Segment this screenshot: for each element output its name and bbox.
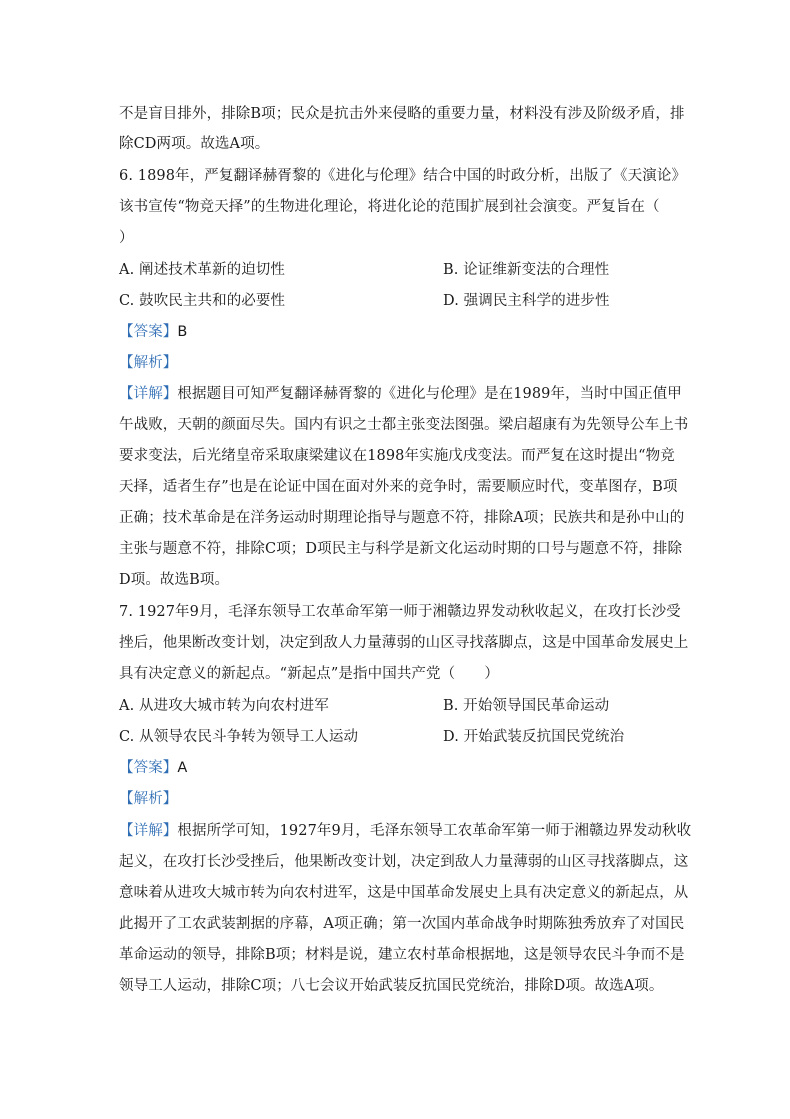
question-7-detail: 革命运动的领导，排除B项；材料是说，建立农村革命根据地，这是领导农民斗争而不是 — [119, 947, 685, 963]
question-6-answer — [119, 322, 187, 342]
question-7-detail — [119, 821, 691, 841]
question-7-option-b: B. 开始领导国民革命运动 — [443, 698, 610, 714]
detail-text: 根据所学可知，1927年9月，毛泽东领导工农革命军第一师于湘赣边界发动秋收 — [177, 823, 692, 839]
question-6-option-a: A. 阐述技术革新的迫切性 — [119, 262, 285, 278]
question-6-detail: 主张与题意不符，排除C项；D项民主与科学是新文化运动时期的口号与题意不符，排除 — [119, 541, 683, 557]
answer-value: A — [177, 760, 188, 776]
question-7-detail: 起义，在攻打长沙受挫后，他果断改变计划，决定到敌人力量薄弱的山区寻找落脚点，这 — [119, 854, 689, 870]
question-7-detail: 此揭开了工农武装割据的序幕，A项正确；第一次国内革命战争时期陈独秀放弃了对国民 — [119, 916, 685, 932]
question-7-option-a: A. 从进攻大城市转为向农村进军 — [119, 698, 329, 714]
question-6-detail: 天择，适者生存”也是在论证中国在面对外来的竞争时，需要顺应时代，变革图存，B项 — [119, 479, 678, 495]
question-7-detail: 意味着从进攻大城市转为向农村进军，这是中国革命发展史上具有决定意义的新起点，从 — [119, 885, 689, 901]
question-6-stem: ） — [119, 230, 134, 246]
analysis-tag: 【解析】 — [119, 791, 178, 807]
question-7-detail: 领导工人运动，排除C项；八七会议开始武装反抗国民党统治，排除D项。故选A项。 — [119, 978, 664, 994]
answer-value: B — [177, 324, 188, 340]
question-6-stem: 6. 1898年，严复翻译赫胥黎的《进化与伦理》结合中国的时政分析，出版了《天演论》 — [119, 168, 687, 184]
question-7-stem: 7. 1927年9月，毛泽东领导工农革命军第一师于湘赣边界发动秋收起义，在攻打长沙受 — [119, 604, 681, 620]
question-6-detail — [119, 384, 682, 404]
text-line: 除CD两项。故选A项。 — [119, 136, 270, 152]
question-7-stem: 具有决定意义的新起点。“新起点”是指中国共产党（ ） — [119, 666, 500, 682]
question-7-option-d: D. 开始武装反抗国民党统治 — [443, 729, 625, 745]
question-6-detail: D项。故选B项。 — [119, 572, 230, 588]
question-7-answer — [119, 758, 187, 778]
question-7-stem: 挫后，他果断改变计划，决定到敌人力量薄弱的山区寻找落脚点，这是中国革命发展史上 — [119, 635, 689, 651]
question-6-option-d: D. 强调民主科学的进步性 — [443, 293, 610, 309]
detail-tag: 【详解】 — [119, 823, 178, 839]
question-6-detail: 正确；技术革命是在洋务运动时期理论指导与题意不符，排除A项；民族共和是孙中山的 — [119, 510, 685, 526]
question-6-option-b: B. 论证维新变法的合理性 — [443, 262, 610, 278]
question-6-option-c: C. 鼓吹民主共和的必要性 — [119, 293, 286, 309]
question-6-analysis-heading — [119, 353, 177, 373]
question-7-analysis-heading — [119, 789, 177, 809]
question-7-option-c: C. 从领导农民斗争转为领导工人运动 — [119, 729, 359, 745]
detail-tag: 【详解】 — [119, 386, 178, 402]
text-line: 不是盲目排外，排除B项；民众是抗击外来侵略的重要力量，材料没有涉及阶级矛盾，排 — [119, 106, 685, 122]
analysis-tag: 【解析】 — [119, 355, 178, 371]
answer-tag: 【答案】 — [119, 324, 178, 340]
question-6-detail: 要求变法，后光绪皇帝采取康梁建议在1898年实施戊戌变法。而严复在这时提出“物竞 — [119, 448, 675, 464]
question-6-stem: 该书宣传“物竞天择”的生物进化理论，将进化论的范围扩展到社会演变。严复旨在（ — [119, 199, 660, 215]
answer-tag: 【答案】 — [119, 760, 178, 776]
question-6-detail: 午战败，天朝的颜面尽失。国内有识之士都主张变法图强。梁启超康有为先领导公车上书 — [119, 417, 689, 433]
detail-text: 根据题目可知严复翻译赫胥黎的《进化与伦理》是在1989年，当时中国正值甲 — [177, 386, 682, 402]
